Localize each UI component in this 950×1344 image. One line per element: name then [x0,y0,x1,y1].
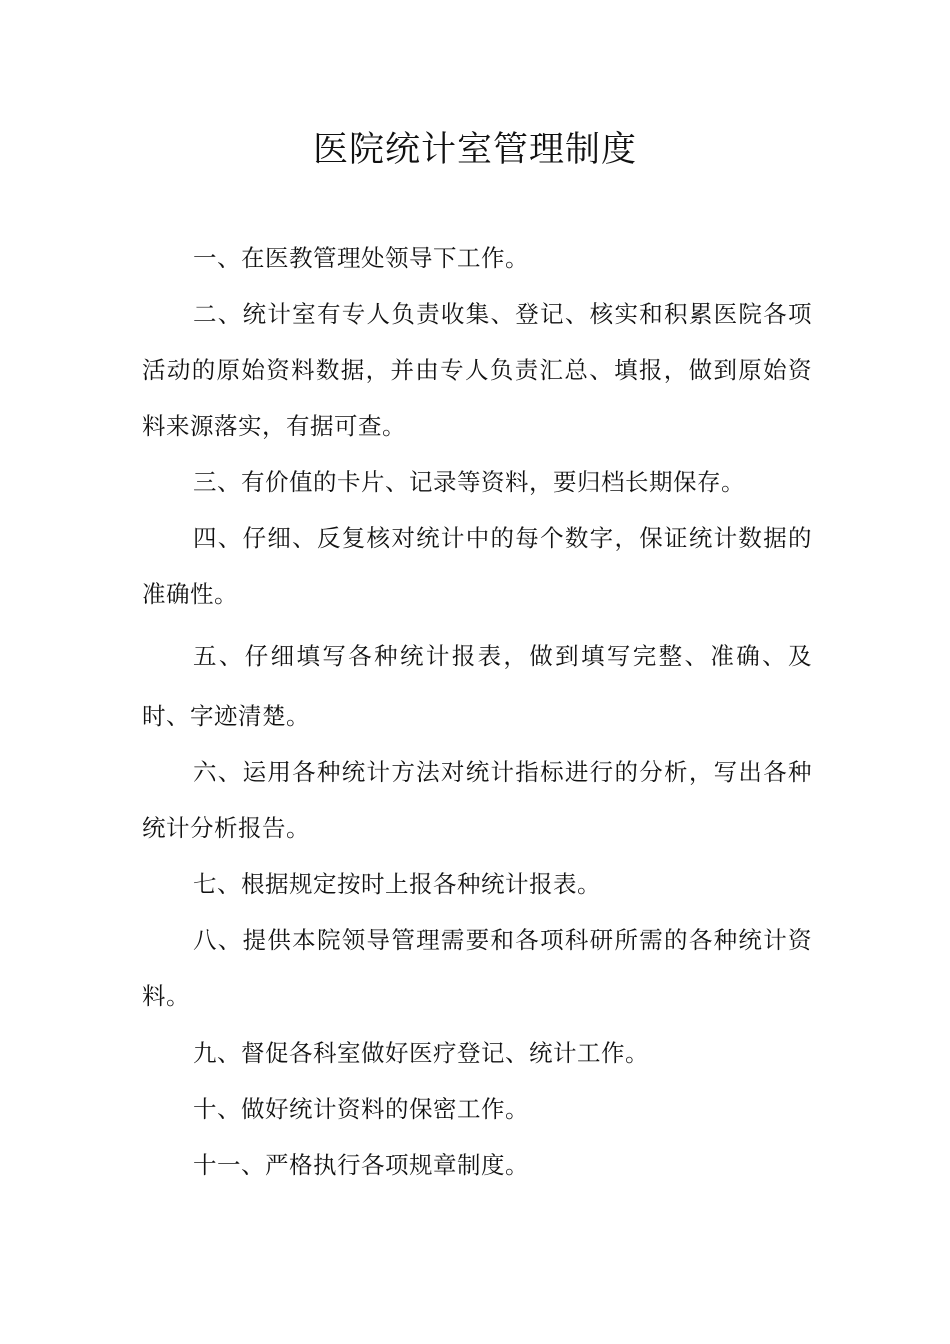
article-8: 八、提供本院领导管理需要和各项科研所需的各种统计资料。 [142,926,812,1010]
article-5: 五、仔细填写各种统计报表，做到填写完整、准确、及时、字迹清楚。 [142,642,812,730]
article-9: 九、督促各科室做好医疗登记、统计工作。 [193,1039,649,1067]
article-7: 七、根据规定按时上报各种统计报表。 [193,870,601,898]
article-3: 三、有价值的卡片、记录等资料，要归档长期保存。 [193,468,745,496]
article-6: 六、运用各种统计方法对统计指标进行的分析，写出各种统计分析报告。 [142,758,812,842]
article-10: 十、做好统计资料的保密工作。 [193,1095,529,1123]
article-4: 四、仔细、反复核对统计中的每个数字，保证统计数据的准确性。 [142,524,812,608]
article-1: 一、在医教管理处领导下工作。 [193,244,529,272]
article-2: 二、统计室有专人负责收集、登记、核实和积累医院各项活动的原始资料数据，并由专人负责汇总、填报，做到原始资料来源落实，有据可查。 [142,300,812,440]
article-11: 十一、严格执行各项规章制度。 [193,1151,529,1179]
document-title: 医院统计室管理制度 [312,130,637,170]
